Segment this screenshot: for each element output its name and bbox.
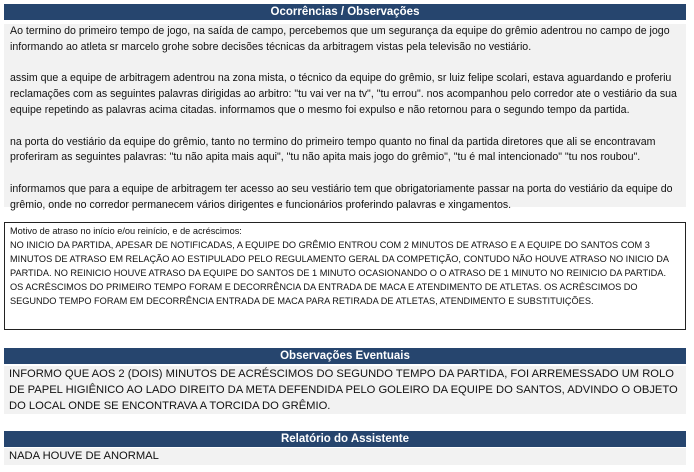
assistente-text: NADA HOUVE DE ANORMAL [9,450,159,462]
eventuais-panel [4,366,686,414]
ocorrencias-paragraph: informamos que para a equipe de arbitragem ter acesso ao seu vestiário tem que obrigatoriamente passar na porta do vestiário da equipe do grêmio, onde no corredor permanecem vários dirigentes e funcionários proferindo palavras e xingamentos. [10,182,673,211]
section-header-assistente: Relatório do Assistente [4,431,686,447]
ocorrencias-paragraph: assim que a equipe de arbitragem adentrou na zona mista, o técnico da equipe do grêmio, sr luiz felipe scolari, estava aguardando e proferiu reclamações com as seguintes palavras dirigidas ao arbitro: "tu vai ver na tv", "tu errou". nos acompanhou pelo corredor ate o vestiário da sua equipe repetindo as palavras acima citadas. informamos que o mesmo foi expulso e não retornou para o segundo tempo da partida. [10,72,677,116]
section-header-ocorrencias: Ocorrências / Observações [4,4,686,20]
eventuais-text: INFORMO QUE AOS 2 (DOIS) MINUTOS DE ACRÉSCIMOS DO SEGUNDO TEMPO DA PARTIDA, FOI ARREMESSADO UM ROLO DE PAPEL HIGIÊNICO AO LADO DIREITO DA META DEFENDIDA PELO GOLEIRO DA EQUIPE DO SANTOS, ADVINDO O OBJETO DO LOCAL ONDE SE ENCONTRAVA A TORCIDA DO GRÊMIO. [9,368,678,412]
section-header-eventuais: Observações Eventuais [4,348,686,364]
ocorrencias-paragraph: na porta do vestiário da equipe do grêmio, tanto no termino do primeiro tempo quanto no final da partida diretores que ali se encontravam proferiram as seguintes palavras: "tu não apita mais aqui", "tu não apita mais jogo do grêmio", "tu é mal intencionado" "tu nos roubou". [10,135,656,164]
atraso-label: Motivo de atraso no início e/ou reinício, e de acréscimos: [10,226,242,236]
atraso-text: NO INICIO DA PARTIDA, APESAR DE NOTIFICADAS, A EQUIPE DO GRÊMIO ENTROU COM 2 MINUTOS DE ATRASO E A EQUIPE DO SANTOS COM 3 MINUTOS DE ATRASO EM RELAÇÃO AO ESTIPULADO PELO REGULAMENTO GERAL DA COMPETIÇÃO, CONTUDO NÃO HOUVE ATRASO NO INICIO DA PARTIDA. NO REINICIO HOUVE ATRASO DA EQUIPE DO SANTOS DE 1 MINUTO OCASIONANDO O O ATRASO DE 1 MINUTO NO REINICIO DA PARTIDA. OS ACRÉSCIMOS DO PRIMEIRO TEMPO FORAM E DECORRÊNCIA DA ENTRADA DE MACA E ATENDIMENTO DE ATLETAS. OS ACRÉSCIMOS DO SEGUNDO TEMPO FORAM EM DECORRÊNCIA ENTRADA DE MACA PARA RETIRADA DE ATLETAS, ATENDIMENTO E SUBSTITUIÇÕES. [10,240,669,306]
ocorrencias-panel [4,24,686,211]
atraso-box [4,222,686,330]
assistente-panel [4,448,686,465]
ocorrencias-paragraph: Ao termino do primeiro tempo de jogo, na saída de campo, percebemos que um segurança da equipe do grêmio adentrou no campo de jogo informando ao atleta sr marcelo grohe sobre decisões técnicas da arbitragem vistas pela televisão no vestiário. [10,25,670,53]
